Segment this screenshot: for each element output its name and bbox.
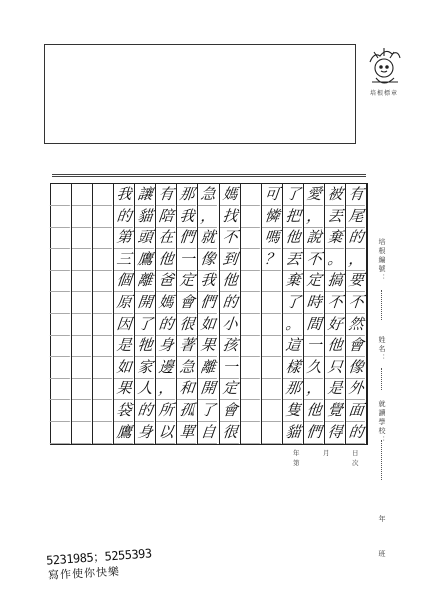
- grid-cell: [71, 314, 93, 336]
- grid-cell: 不: [345, 292, 367, 314]
- grid-cell: [71, 378, 93, 400]
- grid-cell: [239, 227, 261, 249]
- grid-cell: 愛: [303, 184, 325, 206]
- grid-cell: [50, 249, 72, 271]
- grid-cell: 如: [113, 357, 135, 379]
- grid-cell: 家: [134, 357, 156, 379]
- grid-cell: 了: [197, 400, 219, 422]
- grid-cell: [239, 357, 261, 379]
- school-line: [381, 440, 382, 480]
- grid-cell: [50, 378, 72, 400]
- grid-cell: [239, 249, 261, 271]
- grid-cell: 覺: [324, 400, 346, 422]
- grid-cell: 說: [303, 227, 325, 249]
- grid-cell: [261, 314, 283, 336]
- grid-cell: 他: [303, 400, 325, 422]
- grid-cell: 會: [176, 292, 198, 314]
- grid-cell: 們: [303, 422, 325, 444]
- grid-cell: 把: [282, 206, 304, 228]
- grid-cell: 很: [218, 422, 240, 444]
- grid-cell: 的: [345, 422, 367, 444]
- grid-cell: [50, 335, 72, 357]
- grid-cell: [71, 227, 93, 249]
- brand-phones: 5231985；5255393: [45, 546, 153, 568]
- grid-cell: [71, 292, 93, 314]
- grid-cell: 的: [113, 206, 135, 228]
- footer-day: 日: [352, 449, 359, 457]
- grid-cell: 三: [113, 249, 135, 271]
- grid-cell: 爸: [155, 270, 177, 292]
- grid-cell: 找: [218, 206, 240, 228]
- grid-cell: 人: [134, 378, 156, 400]
- grid-cell: 的: [345, 227, 367, 249]
- footer-seq-suffix: 次: [352, 459, 359, 467]
- grid-cell: [261, 400, 283, 422]
- grid-cell: 像: [345, 357, 367, 379]
- grid-cell: 我: [197, 270, 219, 292]
- grid-cell: 有: [345, 184, 367, 206]
- grid-cell: 有: [155, 184, 177, 206]
- manuscript-grid: [50, 183, 368, 445]
- grid-column: [198, 184, 219, 444]
- grid-cell: [92, 292, 114, 314]
- header-rule: [52, 174, 366, 177]
- grid-cell: 鷹: [134, 249, 156, 271]
- grid-cell: [71, 249, 93, 271]
- grid-cell: [239, 335, 261, 357]
- grid-cell: 棄: [324, 227, 346, 249]
- grid-cell: 這: [282, 335, 304, 357]
- grid-column: [114, 184, 135, 444]
- grid-cell: 不: [218, 227, 240, 249]
- grid-cell: [261, 292, 283, 314]
- grid-cell: 開: [197, 378, 219, 400]
- grid-cell: ，: [345, 249, 367, 271]
- grid-cell: [50, 270, 72, 292]
- grid-cell: 如: [197, 314, 219, 336]
- grid-cell: 他: [282, 227, 304, 249]
- grid-column: [241, 184, 262, 444]
- grid-cell: 第: [113, 227, 135, 249]
- grid-cell: 貓: [282, 422, 304, 444]
- grid-column: [325, 184, 346, 444]
- grid-column: [72, 184, 93, 444]
- grid-cell: [92, 422, 114, 444]
- grid-cell: 急: [176, 357, 198, 379]
- brand-logo: [44, 548, 194, 588]
- grid-cell: [239, 184, 261, 206]
- grid-cell: 媽: [218, 184, 240, 206]
- grid-cell: 因: [113, 314, 135, 336]
- grid-cell: [92, 378, 114, 400]
- grid-cell: ，: [303, 378, 325, 400]
- grid-cell: 定: [176, 270, 198, 292]
- grid-cell: 小: [218, 314, 240, 336]
- grid-cell: 會: [345, 335, 367, 357]
- grid-cell: 了: [282, 184, 304, 206]
- grid-column: [177, 184, 198, 444]
- grid-cell: 的: [218, 292, 240, 314]
- grid-cell: 就: [197, 227, 219, 249]
- grid-cell: 外: [345, 378, 367, 400]
- grid-cell: 他: [155, 249, 177, 271]
- grid-cell: [261, 422, 283, 444]
- grid-cell: 不: [324, 292, 346, 314]
- grid-cell: 到: [218, 249, 240, 271]
- grid-cell: 身: [134, 422, 156, 444]
- grid-cell: [239, 314, 261, 336]
- grid-cell: 憐: [261, 206, 283, 228]
- brand-slogan: 寫作使你快樂: [47, 565, 121, 582]
- grid-cell: [92, 400, 114, 422]
- grid-cell: 身: [155, 335, 177, 357]
- grid-cell: 離: [197, 357, 219, 379]
- grid-cell: 被: [324, 184, 346, 206]
- grid-cell: 是: [324, 378, 346, 400]
- grid-cell: 樣: [282, 357, 304, 379]
- grid-cell: 他: [324, 335, 346, 357]
- grid-cell: 很: [176, 314, 198, 336]
- grid-cell: 只: [324, 357, 346, 379]
- grid-cell: 定: [218, 378, 240, 400]
- code-label: 培根編號：: [378, 238, 386, 283]
- grid-cell: [92, 357, 114, 379]
- grid-column: [156, 184, 177, 444]
- grid-cell: [71, 270, 93, 292]
- grid-cell: 棄: [282, 270, 304, 292]
- footer-month: 月: [323, 449, 330, 457]
- grid-cell: 開: [134, 292, 156, 314]
- grid-cell: 果: [113, 378, 135, 400]
- grid-cell: 陪: [155, 206, 177, 228]
- grid-cell: 們: [197, 292, 219, 314]
- grid-cell: 可: [261, 184, 283, 206]
- grid-cell: [50, 227, 72, 249]
- grid-cell: 袋: [113, 400, 135, 422]
- grid-cell: [50, 206, 72, 228]
- grid-cell: [261, 378, 283, 400]
- grid-cell: 我: [113, 184, 135, 206]
- grid-cell: [239, 206, 261, 228]
- grid-cell: 和: [176, 378, 198, 400]
- grid-cell: ，: [197, 206, 219, 228]
- grid-cell: 一: [218, 357, 240, 379]
- grid-cell: 不: [303, 249, 325, 271]
- grid-cell: 一: [303, 335, 325, 357]
- grid-cell: [71, 422, 93, 444]
- name-line: [381, 368, 382, 390]
- grid-cell: 孤: [176, 400, 198, 422]
- grid-cell: 那: [176, 184, 198, 206]
- bacon-stamp-icon: [362, 38, 406, 94]
- grid-cell: [261, 335, 283, 357]
- grid-cell: 的: [134, 400, 156, 422]
- grid-cell: [92, 270, 114, 292]
- grid-cell: [50, 422, 72, 444]
- grid-cell: 了: [134, 314, 156, 336]
- grid-cell: ？: [261, 249, 283, 271]
- grid-cell: [71, 400, 93, 422]
- grid-column: [346, 184, 367, 444]
- grid-cell: 要: [345, 270, 367, 292]
- grid-cell: 貓: [134, 206, 156, 228]
- grid-cell: 嗎: [261, 227, 283, 249]
- comment-box: [44, 44, 356, 144]
- grid-cell: [92, 249, 114, 271]
- grid-cell: 了: [282, 292, 304, 314]
- grid-column: [135, 184, 156, 444]
- grid-cell: 我: [176, 206, 198, 228]
- grid-cell: [239, 378, 261, 400]
- grid-cell: 自: [197, 422, 219, 444]
- grid-cell: [50, 314, 72, 336]
- grid-cell: 單: [176, 422, 198, 444]
- grid-cell: 離: [134, 270, 156, 292]
- footer-year: 年: [293, 449, 300, 457]
- grid-cell: 原: [113, 292, 135, 314]
- grid-column: [220, 184, 241, 444]
- grid-cell: 丟: [324, 206, 346, 228]
- grid-cell: [239, 270, 261, 292]
- grid-cell: [92, 184, 114, 206]
- grade-label: 年: [378, 515, 386, 524]
- grid-cell: 尾: [345, 206, 367, 228]
- grid-cell: 媽: [155, 292, 177, 314]
- grid-cell: 隻: [282, 400, 304, 422]
- grid-cell: 面: [345, 400, 367, 422]
- grid-cell: 急: [197, 184, 219, 206]
- grid-cell: 久: [303, 357, 325, 379]
- stamp-label: 培根標章: [369, 90, 398, 97]
- grid-cell: 著: [176, 335, 198, 357]
- grid-cell: [50, 400, 72, 422]
- grid-cell: 定: [303, 270, 325, 292]
- grid-cell: 間: [303, 314, 325, 336]
- grid-cell: 他: [218, 270, 240, 292]
- grid-column: [283, 184, 304, 444]
- grid-cell: [92, 227, 114, 249]
- grid-cell: [71, 206, 93, 228]
- grid-cell: 得: [324, 422, 346, 444]
- grid-cell: [71, 357, 93, 379]
- grid-cell: 搞: [324, 270, 346, 292]
- grid-cell: 。: [282, 314, 304, 336]
- grid-cell: 會: [218, 400, 240, 422]
- grid-column: [262, 184, 283, 444]
- grid-cell: [261, 270, 283, 292]
- grid-cell: ，: [303, 206, 325, 228]
- grid-cell: 是: [113, 335, 135, 357]
- grid-cell: 頭: [134, 227, 156, 249]
- grid-cell: [71, 184, 93, 206]
- grid-column: [93, 184, 114, 444]
- grid-cell: 讓: [134, 184, 156, 206]
- grid-cell: 在: [155, 227, 177, 249]
- grid-cell: 像: [197, 249, 219, 271]
- grid-cell: 然: [345, 314, 367, 336]
- grid-cell: [239, 422, 261, 444]
- grid-cell: 以: [155, 422, 177, 444]
- grid-cell: [92, 206, 114, 228]
- grid-column: [304, 184, 325, 444]
- grid-cell: 的: [155, 314, 177, 336]
- grid-cell: 好: [324, 314, 346, 336]
- grid-cell: [71, 335, 93, 357]
- grid-cell: [261, 357, 283, 379]
- grid-cell: 孩: [218, 335, 240, 357]
- name-label: 姓名：: [378, 336, 386, 363]
- grid-cell: 那: [282, 378, 304, 400]
- grid-cell: [92, 335, 114, 357]
- grid-cell: 時: [303, 292, 325, 314]
- grid-cell: 個: [113, 270, 135, 292]
- class-label: 班: [378, 550, 386, 559]
- grid-cell: 牠: [134, 335, 156, 357]
- grid-cell: ，: [155, 378, 177, 400]
- code-line: [381, 290, 382, 320]
- school-label: 就讀學校：: [378, 400, 386, 445]
- grid-cell: 果: [197, 335, 219, 357]
- grid-cell: 所: [155, 400, 177, 422]
- grid-cell: 邊: [155, 357, 177, 379]
- grid-column: [51, 184, 72, 444]
- grid-cell: [239, 400, 261, 422]
- grid-cell: 。: [324, 249, 346, 271]
- grid-cell: [50, 292, 72, 314]
- grid-cell: [239, 292, 261, 314]
- grid-cell: [50, 184, 72, 206]
- footer-seq-prefix: 第: [293, 459, 300, 467]
- grid-cell: 鷹: [113, 422, 135, 444]
- grid-cell: 丟: [282, 249, 304, 271]
- grid-cell: [92, 314, 114, 336]
- grid-cell: [50, 357, 72, 379]
- grid-cell: 們: [176, 227, 198, 249]
- grid-cell: 一: [176, 249, 198, 271]
